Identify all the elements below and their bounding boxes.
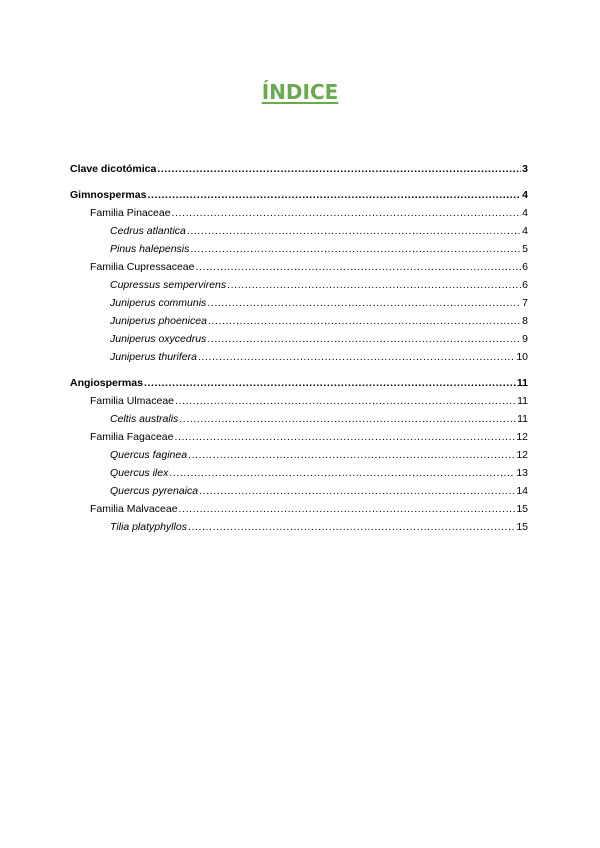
toc-entry-familia-malvaceae[interactable] <box>70 500 528 518</box>
dot-leader <box>147 186 521 204</box>
toc-entry-label: Familia Fagaceae <box>90 431 174 443</box>
toc-entry-page: 6 <box>522 279 528 291</box>
toc-entry-angiospermas[interactable] <box>70 374 528 392</box>
toc-entry-label: Familia Cupressaceae <box>90 261 195 273</box>
toc-entry-clave-dicotomica[interactable] <box>70 160 528 178</box>
dot-leader <box>157 160 521 178</box>
toc-entry-page: 4 <box>522 207 528 219</box>
toc-entry-label: Tilia platyphyllos <box>110 521 187 533</box>
toc-entry-juniperus-oxycedrus[interactable] <box>70 330 528 348</box>
dot-leader <box>169 464 515 482</box>
toc-entry-familia-cupressaceae[interactable] <box>70 258 528 276</box>
toc-entry-juniperus-thurifera[interactable] <box>70 348 528 366</box>
toc-entry-page: 15 <box>516 503 528 515</box>
toc-entry-page: 3 <box>522 163 528 175</box>
dot-leader <box>175 392 516 410</box>
toc-entry-celtis-australis[interactable] <box>70 410 528 428</box>
page-title: ÍNDICE <box>261 80 339 104</box>
toc-entry-page: 4 <box>522 225 528 237</box>
toc-entry-page: 14 <box>516 485 528 497</box>
toc-entry-familia-fagaceae[interactable] <box>70 428 528 446</box>
dot-leader <box>208 312 521 330</box>
toc-entry-pinus-halepensis[interactable] <box>70 240 528 258</box>
toc-entry-page: 11 <box>517 395 528 407</box>
toc-entry-tilia-platyphyllos[interactable] <box>70 518 528 536</box>
dot-leader <box>174 428 515 446</box>
toc-entry-page: 11 <box>517 413 528 425</box>
toc-entry-label: Gimnospermas <box>70 189 147 201</box>
toc-entry-page: 13 <box>516 467 528 479</box>
toc-entry-page: 15 <box>516 521 528 533</box>
toc-entry-label: Clave dicotómica <box>70 163 157 175</box>
dot-leader <box>207 294 521 312</box>
dot-leader <box>207 330 521 348</box>
dot-leader <box>227 276 521 294</box>
toc-entry-page: 12 <box>516 431 528 443</box>
toc-entry-cedrus-atlantica[interactable] <box>70 222 528 240</box>
toc-entry-quercus-ilex[interactable] <box>70 464 528 482</box>
toc-entry-quercus-faginea[interactable] <box>70 446 528 464</box>
toc-entry-label: Quercus faginea <box>110 449 188 461</box>
toc-entry-quercus-pyrenaica[interactable] <box>70 482 528 500</box>
toc-entry-page: 11 <box>516 377 528 389</box>
toc-entry-label: Familia Pinaceae <box>90 207 171 219</box>
toc-entry-label: Juniperus communis <box>110 297 207 309</box>
dot-leader <box>179 410 516 428</box>
toc-entry-label: Juniperus oxycedrus <box>110 333 207 345</box>
toc-entry-page: 6 <box>522 261 528 273</box>
toc-entry-label: Familia Malvaceae <box>90 503 178 515</box>
toc-entry-page: 7 <box>522 297 528 309</box>
toc-entry-juniperus-communis[interactable] <box>70 294 528 312</box>
toc-entry-label: Juniperus phoenicea <box>110 315 207 327</box>
toc-entry-label: Pinus halepensis <box>110 243 190 255</box>
toc-entry-page: 4 <box>522 189 528 201</box>
dot-leader <box>195 258 521 276</box>
dot-leader <box>187 222 521 240</box>
toc-entry-label: Cupressus sempervirens <box>110 279 227 291</box>
toc-entry-page: 5 <box>522 243 528 255</box>
toc-entry-label: Angiospermas <box>70 377 143 389</box>
toc-entry-familia-ulmaceae[interactable] <box>70 392 528 410</box>
toc-entry-familia-pinaceae[interactable] <box>70 204 528 222</box>
toc-entry-juniperus-phoenicea[interactable] <box>70 312 528 330</box>
dot-leader <box>199 482 515 500</box>
toc-entry-label: Quercus pyrenaica <box>110 485 199 497</box>
dot-leader <box>188 446 515 464</box>
toc-entry-page: 8 <box>522 315 528 327</box>
toc-entry-label: Celtis australis <box>110 413 179 425</box>
toc-entry-label: Quercus ilex <box>110 467 169 479</box>
toc-entry-page: 10 <box>516 351 528 363</box>
dot-leader <box>144 374 516 392</box>
toc-entry-page: 12 <box>516 449 528 461</box>
toc-entry-label: Juniperus thurifera <box>110 351 197 363</box>
dot-leader <box>179 500 516 518</box>
table-of-contents <box>70 160 528 536</box>
toc-entry-label: Familia Ulmaceae <box>90 395 175 407</box>
dot-leader <box>188 518 515 536</box>
toc-entry-label: Cedrus atlantica <box>110 225 186 237</box>
toc-entry-page: 9 <box>522 333 528 345</box>
toc-entry-cupressus-sempervirens[interactable] <box>70 276 528 294</box>
dot-leader <box>172 204 522 222</box>
dot-leader <box>198 348 515 366</box>
toc-entry-gimnospermas[interactable] <box>70 186 528 204</box>
dot-leader <box>190 240 521 258</box>
